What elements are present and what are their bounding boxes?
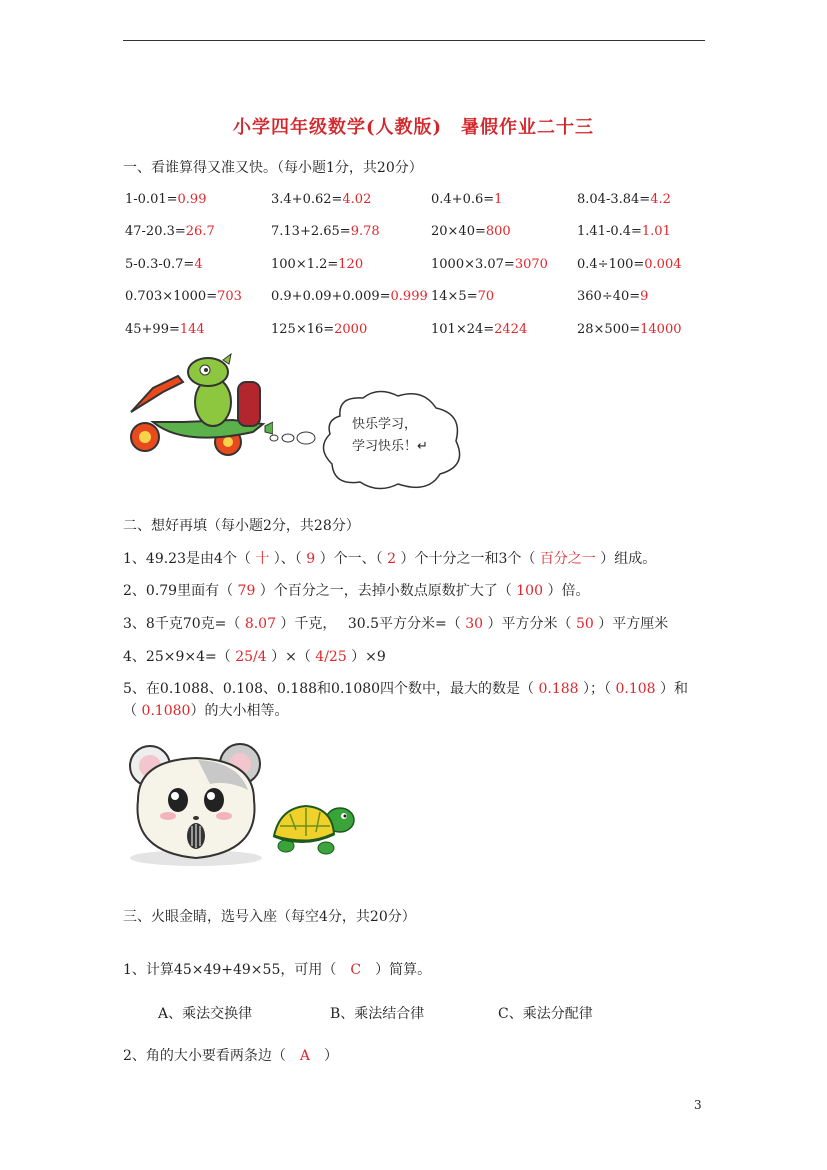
iguana-scooter-image: [123, 352, 273, 460]
hamster-image: [128, 740, 264, 868]
answer: 8.07: [244, 616, 276, 632]
cloud-line-1: 快乐学习，: [352, 417, 418, 432]
cloud-line-2: 学习快乐！↵: [352, 439, 428, 454]
calc-item: [577, 257, 682, 272]
calc-question: 125×16=: [271, 322, 335, 337]
answer: 4/25: [315, 649, 347, 665]
answer: 十: [255, 551, 270, 567]
answer: 100: [516, 583, 543, 599]
calc-question: 8.04-3.84=: [577, 192, 651, 207]
s3-q1: 1、计算45×49+49×55，可用（ C ）简算。: [123, 962, 432, 978]
calc-question: 100×1.2=: [271, 257, 339, 272]
calc-item: [431, 257, 548, 272]
calc-item: [271, 322, 367, 337]
calc-answer: 1: [494, 192, 503, 207]
calc-question: 45+99=: [125, 322, 180, 337]
calc-question: 28×500=: [577, 322, 641, 337]
answer: 2: [387, 551, 396, 567]
s3-option-c: C、乘法分配律: [498, 1006, 593, 1022]
calc-answer: 703: [217, 289, 242, 304]
calc-answer: 0.999: [390, 289, 428, 304]
section1-heading: 一、看谁算得又准又快。（每小题1分，共20分）: [123, 160, 423, 176]
page-title: 小学四年级数学(人教版) 暑假作业二十三: [232, 117, 595, 138]
answer: 0.1080: [141, 703, 191, 719]
answer: A: [299, 1048, 311, 1064]
answer: 9: [306, 551, 316, 567]
calc-answer: 1.01: [641, 224, 671, 239]
calc-question: 0.703×1000=: [125, 289, 218, 304]
answer: 0.108: [615, 681, 656, 697]
s2-q2: 2、0.79里面有（ 79 ）个百分之一，去掉小数点原数扩大了（ 100 ）倍。: [123, 583, 590, 599]
calc-answer: 2424: [494, 322, 528, 337]
calc-item: [271, 257, 363, 272]
calc-answer: 4: [194, 257, 203, 272]
calc-question: 101×24=: [431, 322, 495, 337]
turtle-image: [270, 800, 356, 858]
calc-question: 47-20.3=: [125, 224, 186, 239]
thought-cloud: [268, 386, 468, 496]
calc-answer: 4.2: [650, 192, 671, 207]
calc-answer: 800: [485, 224, 511, 239]
answer: 50: [575, 616, 594, 632]
header-rule: [123, 40, 705, 41]
calc-question: 14×5=: [431, 289, 478, 304]
calc-item: [271, 192, 371, 207]
answer: 0.188: [538, 681, 579, 697]
calc-item: [431, 322, 527, 337]
answer: 百分之一: [539, 551, 596, 567]
s3-option-b: B、乘法结合律: [330, 1006, 425, 1022]
calc-item: [577, 224, 671, 239]
calc-item: [125, 192, 206, 207]
section3-heading: 三、火眼金睛，选号入座（每空4分，共20分）: [123, 909, 416, 925]
answer: 79: [237, 583, 256, 599]
calc-question: 1.41-0.4=: [577, 224, 642, 239]
calc-answer: 9.78: [350, 224, 380, 239]
calc-answer: 4.02: [342, 192, 372, 207]
calc-question: 1-0.01=: [125, 192, 178, 207]
calc-question: 0.4÷100=: [577, 257, 645, 272]
answer: 25/4: [235, 649, 267, 665]
calc-item: [431, 224, 511, 239]
calc-item: [125, 322, 205, 337]
calc-answer: 0.99: [177, 192, 207, 207]
s2-q1: 1、49.23是由4个（ 十 ）、（ 9 ）个一、（ 2 ）个十分之一和3个（ 百分之一 ）组成。: [123, 551, 657, 567]
calc-item: [125, 257, 203, 272]
calc-answer: 70: [477, 289, 495, 304]
calc-answer: 14000: [640, 322, 682, 337]
calc-answer: 9: [640, 289, 649, 304]
calc-item: [431, 192, 502, 207]
calc-item: [125, 224, 215, 239]
calc-question: 0.9+0.09+0.009=: [271, 289, 391, 304]
calc-item: [271, 289, 428, 304]
calc-item: [271, 224, 380, 239]
calc-answer: 3070: [514, 257, 548, 272]
calc-answer: 26.7: [185, 224, 215, 239]
calc-answer: 0.004: [644, 257, 682, 272]
page-number: 3: [694, 1098, 702, 1112]
calc-item: [125, 289, 242, 304]
s2-q5: 5、在0.1088、0.108、0.188和0.1080四个数中，最大的数是（ 0.188 ）；（ 0.108 ）和: [123, 681, 689, 697]
calc-question: 360÷40=: [577, 289, 641, 304]
s2-q3: 3、8千克70克=（ 8.07 ）千克， 30.5平方分米=（ 30 ）平方分米（ 50 ）平方厘米: [123, 616, 669, 632]
s2-q5-cont: （ 0.1080）的大小相等。: [123, 703, 289, 719]
calc-answer: 144: [179, 322, 205, 337]
s3-option-a: A、乘法交换律: [158, 1006, 253, 1022]
calc-item: [577, 289, 648, 304]
calc-question: 20×40=: [431, 224, 486, 239]
calc-question: 1000×3.07=: [431, 257, 515, 272]
calc-answer: 120: [338, 257, 364, 272]
s2-q4: 4、25×9×4=（ 25/4 ）×（ 4/25 ）×9: [123, 649, 386, 665]
section2-heading: 二、想好再填（每小题2分，共28分）: [123, 518, 360, 534]
calc-question: 7.13+2.65=: [271, 224, 351, 239]
calc-item: [577, 192, 671, 207]
calc-item: [431, 289, 494, 304]
answer: 30: [465, 616, 484, 632]
calc-question: 5-0.3-0.7=: [125, 257, 195, 272]
s3-q2: 2、角的大小要看两条边（ A ）: [123, 1048, 339, 1064]
calc-question: 0.4+0.6=: [431, 192, 495, 207]
answer: C: [350, 962, 362, 978]
calc-question: 3.4+0.62=: [271, 192, 343, 207]
calc-item: [577, 322, 682, 337]
calc-answer: 2000: [334, 322, 368, 337]
